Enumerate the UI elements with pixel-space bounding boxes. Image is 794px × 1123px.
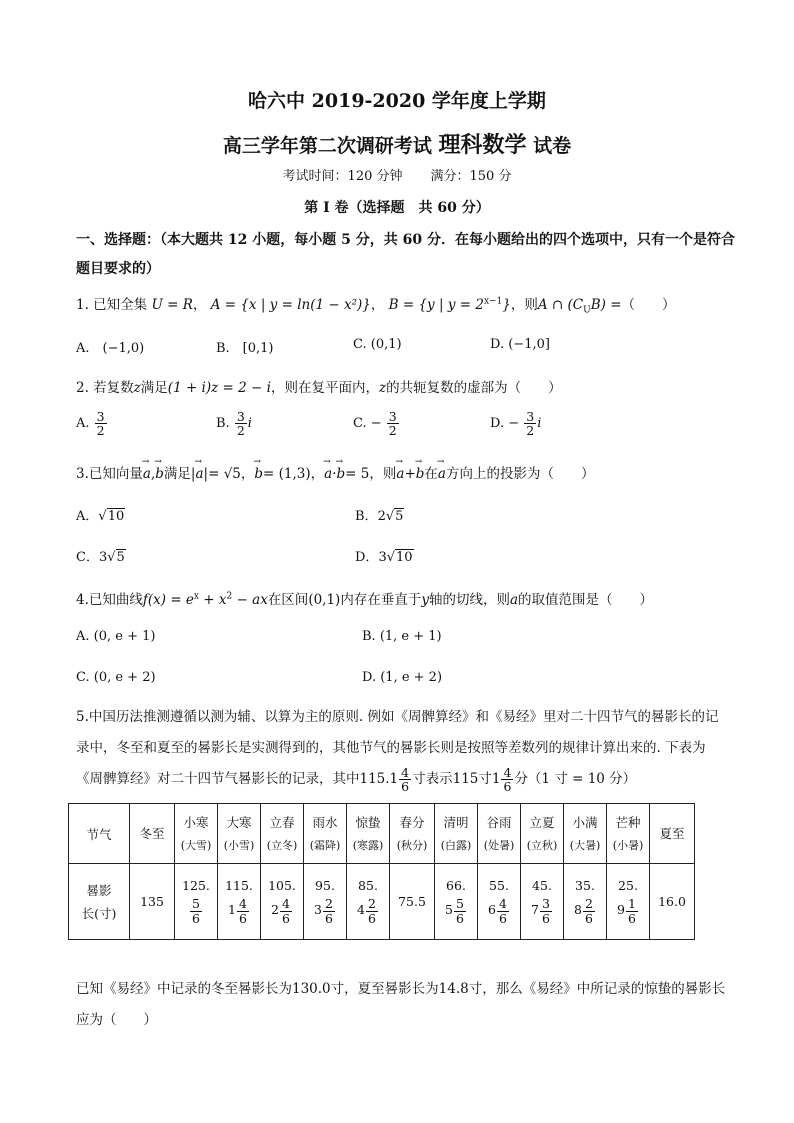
solar-term-pair: (秋分)	[396, 838, 428, 852]
solar-term-name: 小满	[572, 814, 598, 830]
fraction-denominator: 2	[388, 423, 397, 439]
solar-term-name: 立春	[269, 814, 295, 830]
table-value-cell	[478, 864, 521, 940]
shadow-length-value: 45.	[532, 878, 552, 894]
q4-math: a	[509, 592, 519, 608]
fraction-numerator: 4	[401, 764, 410, 780]
fraction	[501, 766, 513, 793]
q1-text: ，	[370, 297, 385, 313]
shadow-length-value: 95.	[315, 878, 335, 894]
q1-math: B) =	[590, 297, 622, 313]
q2-option-d-label: D. −	[490, 416, 520, 432]
solar-term-name: 冬至	[139, 826, 165, 841]
q4-math: + x	[199, 592, 227, 608]
plus-operator: +	[404, 466, 416, 482]
vector-b: → b	[416, 466, 425, 482]
table-header-cell	[390, 804, 435, 864]
q3-text: 在	[424, 466, 438, 482]
q3-text: ，则	[369, 466, 397, 482]
q3-option-b-label: B．	[355, 509, 378, 524]
q3-math: = 5	[345, 466, 370, 482]
q1-text: ，则	[510, 297, 538, 313]
q1-math: x−1	[483, 296, 503, 307]
vector-a: → a	[324, 466, 332, 482]
imaginary-unit: i	[247, 416, 252, 432]
shadow-length-value: 55.	[489, 878, 509, 894]
fraction	[497, 897, 509, 924]
table-value-cell	[304, 864, 347, 940]
row-label-line: 晷影	[86, 882, 112, 898]
fraction	[540, 897, 552, 924]
fraction-numerator: 3	[96, 409, 105, 424]
q2-option-b-label: B.	[216, 416, 230, 432]
shadow-length-value: 125.	[182, 878, 210, 894]
question-2-stem	[76, 376, 562, 396]
shadow-length-fraction	[304, 897, 346, 924]
shadow-length-value: 35.	[575, 878, 595, 894]
shadow-length-value: 25.	[618, 878, 638, 894]
example-value: 115	[452, 771, 479, 787]
fraction-denominator: 6	[585, 910, 593, 926]
q2-option-a[interactable]	[76, 410, 108, 437]
fraction-denominator: 6	[503, 779, 512, 794]
exam-school-title: 哈六中 2019-2020 学年度上学期	[248, 90, 546, 112]
solar-term-pair: (小暑)	[612, 838, 644, 852]
q1-text: ，	[192, 297, 207, 313]
coefficient: 3	[378, 550, 387, 565]
table-header-cell	[607, 804, 650, 864]
q4-math: 2	[226, 591, 233, 602]
fraction	[190, 897, 202, 924]
exam-title	[0, 128, 794, 159]
table-value-cell	[607, 864, 650, 940]
q1-option-c[interactable]: C. (0,1)	[353, 337, 402, 352]
solar-term-pair: (小雪)	[223, 838, 255, 852]
solar-term-name: 立夏	[529, 814, 555, 830]
shadow-length-fraction	[435, 897, 477, 924]
solar-term-name: 夏至	[659, 826, 685, 841]
table-value-cell	[521, 864, 564, 940]
fraction-numerator: 4	[503, 764, 512, 780]
q4-option-d[interactable]: D. (1, e + 2)	[362, 670, 443, 685]
shadow-length-fraction	[347, 897, 389, 924]
radicand: 10	[396, 550, 413, 565]
table-header-cell	[218, 804, 261, 864]
fraction-denominator: 6	[456, 910, 464, 926]
vector-b: → b	[254, 466, 263, 482]
fraction	[280, 897, 292, 924]
vector-a: → a	[396, 466, 404, 482]
fraction-numerator: 3	[526, 409, 535, 424]
shadow-length-value: 16.0	[658, 894, 686, 909]
solar-term-pair: (立冬)	[266, 838, 298, 852]
vector-a: → a	[143, 466, 151, 482]
fraction-denominator: 6	[239, 910, 247, 926]
table-header-cell	[650, 804, 695, 864]
q4-math: (0,1)	[308, 592, 341, 608]
fraction-numerator: 5	[192, 896, 200, 912]
table-value-cell	[650, 864, 695, 940]
solar-term-name: 清明	[443, 814, 469, 830]
q1-math: A ∩ (C	[537, 297, 584, 313]
section-instructions: 一、选择题：（本大题共 12 小题，每小题 5 分，共 60 分．在每小题给出的四个选项中，只有一个是符合题目要求的）	[76, 232, 735, 277]
q3-math: = (1,3)	[263, 466, 311, 482]
q1-math: A = {x | y = ln(1 − x²)}	[210, 297, 371, 313]
q1-math: U	[583, 305, 591, 316]
q3-text: ，	[310, 466, 325, 482]
q2-math: z	[378, 380, 387, 396]
q5-text: 寸	[478, 771, 492, 787]
q3-text: 满足	[163, 466, 191, 482]
fraction-denominator: 6	[542, 910, 550, 926]
q2-text: 满足	[140, 380, 168, 396]
solar-term-name: 芒种	[615, 814, 641, 830]
mixed-number-integer: 2	[271, 902, 279, 918]
shadow-length-value: 135	[140, 894, 164, 909]
fraction	[583, 897, 595, 924]
table-header-cell	[261, 804, 304, 864]
fraction-denominator: 6	[401, 779, 410, 794]
radicand: 5	[395, 509, 404, 524]
coefficient: 3	[98, 550, 108, 565]
q2-text: ，则在复平面内，	[270, 380, 379, 396]
exam-info	[0, 165, 794, 184]
shadow-length-value: 66.	[446, 878, 466, 894]
mixed-number-integer: 4	[357, 902, 365, 918]
fraction-numerator: 5	[456, 896, 464, 912]
q4-option-c[interactable]: C. (0, e + 2)	[76, 670, 156, 685]
q4-text: 内存在垂直于	[340, 592, 422, 608]
q4-math: x	[193, 591, 199, 602]
fraction-numerator: 3	[236, 409, 245, 424]
q4-text: 4.已知曲线	[76, 592, 143, 608]
solar-term-pair: (大雪)	[180, 838, 212, 852]
vector-b: → b	[337, 466, 346, 482]
solar-term-name: 谷雨	[486, 814, 512, 830]
exam-score: 满分：150 分	[430, 169, 512, 184]
example-value: 115.1	[359, 771, 399, 787]
table-row-label	[69, 864, 130, 940]
row-label-line: 长(寸)	[81, 905, 117, 921]
fraction-denominator: 2	[526, 423, 535, 439]
fraction	[524, 410, 536, 437]
table-header-cell	[564, 804, 607, 864]
fraction-numerator: 2	[585, 896, 593, 912]
q1-math: U = R	[151, 297, 193, 313]
abs-bar: |	[190, 466, 196, 482]
q2-math: (1 + i)z = 2 − i	[167, 380, 271, 396]
table-value-cell	[175, 864, 218, 940]
q2-option-d[interactable]	[490, 410, 541, 437]
q5-text: 5.中国历法推测遵循以测为辅、以算为主的原则. 例如《周髀算经》和《易经》里对二十四节气的晷影长的记录中，冬至和夏至的晷影长是实测得到的，其他节气的晷影长则是按照等差数列的规律计算出来的. 下表为《周髀算经》对二十四节气晷影长的记录，其中	[76, 709, 719, 787]
solar-term-name: 大寒	[226, 814, 252, 830]
shadow-length-value: 105.	[268, 878, 296, 894]
solar-term-pair: (立秋)	[526, 838, 558, 852]
q1-text: 1. 已知全集	[76, 297, 148, 313]
shadow-length-fraction	[478, 897, 520, 924]
fraction-denominator: 2	[96, 423, 105, 439]
fraction	[235, 410, 247, 437]
part-heading: 第 I 卷（选择题 共 60 分）	[304, 200, 490, 216]
vector-a: → a	[438, 466, 446, 482]
table-header-cell	[478, 804, 521, 864]
table-header-cell	[175, 804, 218, 864]
radicand: 5	[116, 550, 125, 565]
q2-math: z	[133, 380, 141, 396]
table-value-cell	[261, 864, 304, 940]
fraction-numerator: 3	[388, 409, 397, 424]
fraction-denominator: 6	[282, 910, 290, 926]
q3-math: = √5	[208, 466, 241, 482]
q3-option-a-label: A．	[76, 509, 99, 524]
q5-text: 寸表示	[412, 771, 453, 787]
solar-term-pair: (寒露)	[352, 838, 384, 852]
table-value-cell	[218, 864, 261, 940]
q3-option-d-label: D．	[355, 550, 379, 565]
fraction	[387, 410, 399, 437]
q1-option-b[interactable]: B. [0,1)	[216, 341, 274, 356]
table-header-cell	[130, 804, 175, 864]
fraction	[366, 897, 378, 924]
fraction-numerator: 1	[628, 896, 636, 912]
q2-text: 2. 若复数	[76, 380, 134, 396]
imaginary-unit: i	[537, 416, 542, 432]
q1-option-d[interactable]: D. (−1,0]	[490, 337, 550, 352]
q3-text: 3.已知向量	[76, 466, 143, 482]
shadow-length-value: 85.	[358, 878, 378, 894]
q4-math: − ax	[232, 592, 268, 608]
q3-text: 方向上的投影为（ ）	[445, 466, 595, 482]
q2-option-c[interactable]	[353, 410, 400, 437]
example-value: 1	[491, 771, 501, 787]
q1-math: }	[502, 297, 511, 313]
fraction-denominator: 6	[192, 910, 200, 926]
shadow-length-value: 115.	[225, 878, 253, 894]
q4-option-b[interactable]: B. (1, e + 1)	[362, 629, 442, 644]
q3-option-a[interactable]: A．√10	[76, 509, 125, 524]
solar-term-name: 小寒	[183, 814, 209, 830]
q4-text: 的取值范围是（ ）	[518, 592, 654, 608]
fraction-denominator: 6	[368, 910, 376, 926]
question-3-stem: 3.已知向量→ a,→ b满足|→ a|= √5，→ b= (1,3)，→ a·→ b= 5，则→ a+→ b在→ a方向上的投影为（ ）	[76, 462, 594, 482]
table-value-row	[69, 864, 695, 940]
q1-math: B = {y | y = 2	[388, 297, 484, 313]
q3-option-b[interactable]: B．2√5	[355, 509, 404, 524]
q4-math: f(x) = e	[142, 592, 194, 608]
q2-option-a-label: A.	[76, 416, 90, 432]
q2-text: 的共轭复数的虚部为（ ）	[386, 380, 562, 396]
solar-term-pair: (霜降)	[309, 838, 341, 852]
fraction	[454, 897, 466, 924]
mixed-number-integer: 3	[314, 902, 322, 918]
q4-text: 在区间	[267, 592, 309, 608]
table-header-row	[69, 804, 695, 864]
q5-text: 分（1 寸 = 10 分）	[514, 771, 637, 787]
fraction-denominator: 6	[499, 910, 507, 926]
q4-math: y	[421, 592, 429, 608]
table-header-label: 节气	[69, 804, 130, 864]
exam-title-prefix: 高三学年第二次调研考试	[222, 135, 432, 157]
fraction-numerator: 4	[499, 896, 507, 912]
table-header-cell	[347, 804, 390, 864]
shadow-length-fraction	[564, 897, 606, 924]
table-header-cell	[304, 804, 347, 864]
fraction-numerator: 4	[239, 896, 247, 912]
table-value-cell	[435, 864, 478, 940]
table-value-cell	[347, 864, 390, 940]
q3-text: ，	[240, 466, 255, 482]
table-value-cell	[564, 864, 607, 940]
solar-term-pair: (大暑)	[569, 838, 601, 852]
q1-text: （ ）	[621, 297, 676, 313]
shadow-length-fraction	[607, 897, 649, 924]
fraction	[626, 897, 638, 924]
fraction-numerator: 4	[282, 896, 290, 912]
fraction	[95, 410, 107, 437]
radicand: 10	[107, 509, 125, 524]
shadow-length-fraction	[521, 897, 563, 924]
fraction-denominator: 6	[325, 910, 333, 926]
q4-option-a[interactable]: A. (0, e + 1)	[76, 629, 156, 644]
table-header-cell	[435, 804, 478, 864]
q3-option-c[interactable]: C．3√5	[76, 550, 125, 565]
shadow-length-fraction	[218, 897, 260, 924]
shadow-length-fraction	[261, 897, 303, 924]
fraction-denominator: 2	[236, 423, 245, 439]
q2-option-b[interactable]	[216, 410, 252, 437]
fraction-numerator: 2	[368, 896, 376, 912]
table-value-cell	[130, 864, 175, 940]
mixed-number-integer: 9	[617, 902, 625, 918]
exam-time: 考试时间：120 分钟	[282, 169, 403, 184]
question-1-stem	[76, 293, 676, 316]
vector-a: → a	[195, 466, 203, 482]
vector-b: → b	[155, 466, 164, 482]
mixed-number-integer: 8	[574, 902, 582, 918]
question-5-stem	[76, 702, 726, 795]
table-value-cell	[390, 864, 435, 940]
q4-text: 轴的切线，则	[428, 592, 510, 608]
fraction-numerator: 2	[325, 896, 333, 912]
q2-option-c-label: C. −	[353, 416, 382, 432]
question-4-stem	[76, 588, 653, 608]
exam-subject: 理科数学	[438, 132, 527, 158]
question-5-followup: 已知《易经》中记录的冬至晷影长为130.0寸，夏至晷影长为14.8寸，那么《易经》中所记录的惊蛰的晷影长应为（ ）	[76, 981, 726, 1028]
mixed-number-integer: 7	[531, 902, 539, 918]
shadow-length-value: 75.5	[398, 894, 426, 909]
fraction	[323, 897, 335, 924]
dot-operator: ·	[332, 466, 337, 482]
fraction-denominator: 6	[628, 910, 636, 926]
q1-option-a[interactable]: A. (−1,0)	[76, 341, 145, 356]
shadow-length-fraction	[175, 897, 217, 924]
solar-term-pair: (白露)	[440, 838, 472, 852]
solar-term-name: 春分	[399, 814, 425, 830]
q3-option-d[interactable]: D．3√10	[355, 550, 413, 565]
mixed-number-integer: 5	[445, 902, 453, 918]
solar-term-name: 雨水	[312, 814, 338, 830]
exam-title-suffix: 试卷	[533, 135, 572, 157]
fraction	[237, 897, 249, 924]
mixed-number-integer: 6	[488, 902, 496, 918]
mixed-number-integer: 1	[228, 902, 236, 918]
solar-terms-table	[68, 803, 695, 940]
q3-option-c-label: C．	[76, 550, 99, 565]
abs-bar: |	[203, 466, 209, 482]
coefficient: 2	[377, 509, 386, 524]
fraction-numerator: 3	[542, 896, 550, 912]
fraction	[399, 766, 411, 793]
table-header-cell	[521, 804, 564, 864]
solar-term-pair: (处暑)	[483, 838, 515, 852]
solar-term-name: 惊蛰	[355, 814, 381, 830]
